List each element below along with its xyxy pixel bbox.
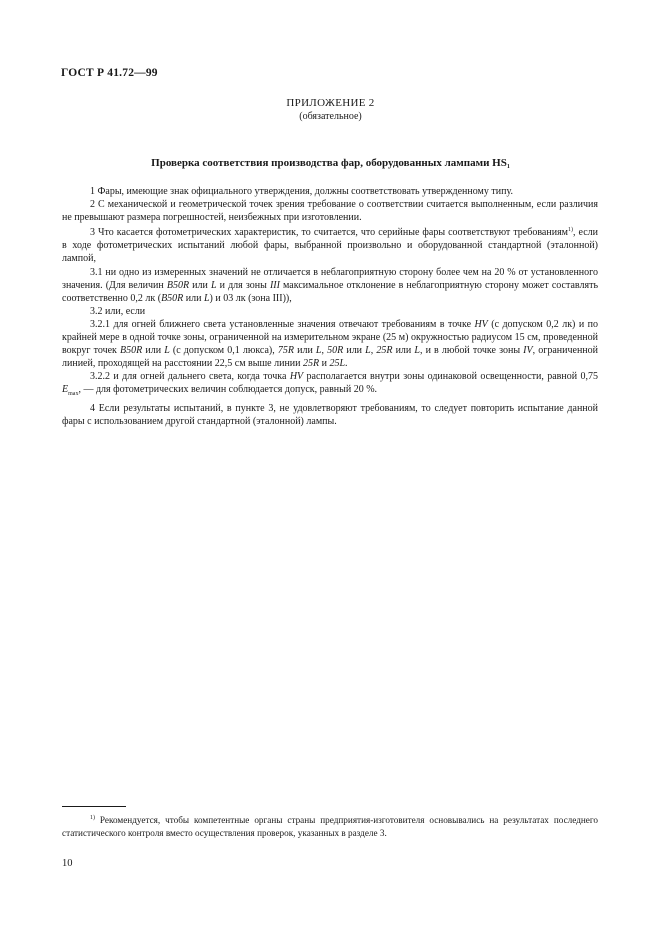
p321-text-i: или [392, 345, 415, 357]
p321-b50r: B50R [120, 345, 143, 357]
section-heading-text: Проверка соответствия производства фар, оборудованных лампами HS [151, 157, 507, 169]
p321-text-k: , ограниченной линией, проходящей на расстоянии 22,5 см выше линии [62, 345, 598, 370]
p321-25r-2: 25R [303, 358, 320, 370]
p321-text-d: (с допуском 0,1 люкса), [169, 345, 278, 357]
paragraph-3-1 [62, 266, 598, 305]
footnote-separator [62, 806, 126, 807]
p321-text-h: , [370, 345, 377, 357]
p321-75r: 75R [277, 345, 294, 357]
p321-hv: HV [474, 318, 488, 330]
p31-text-a: 3.1 ни одно из измеренных значений не отличается в неблагоприятную сторону более чем на 20 % от установленного значения. (Для величин [62, 266, 598, 291]
footnote-ref: 1) [568, 227, 573, 234]
p31-b50r: B50R [166, 279, 190, 291]
paragraph-4: 4 Если результаты испытаний, в пункте 3, не удовлетворяют требованиям, то следует повторить испытание данной фары с использованием другой стандартной (эталонной) лампы. [62, 402, 598, 427]
p31-text-c: и для зоны [216, 279, 270, 291]
p321-text-e: или [293, 345, 316, 357]
paragraph-3 [62, 224, 598, 265]
p31-text-b: или [189, 279, 211, 291]
p31-b50r-2: B50R [161, 292, 184, 304]
p321-l-3: L [365, 345, 371, 357]
p322-text-c: , — для фотометрических величин соблюдается допуск, равный 20 %. [78, 384, 378, 396]
p321-text-j: , и в любой точке зоны [419, 345, 524, 357]
body-text [62, 185, 598, 428]
paragraph-1: 1 Фары, имеющие знак официального утверждения, должны соответствовать утвержденному типу. [90, 186, 513, 197]
p31-l: L [210, 279, 217, 291]
p31-l-2: L [203, 292, 210, 304]
p31-text-e: или [183, 292, 204, 304]
footnote-marker: 1) [90, 815, 95, 821]
p321-text-l: и [319, 358, 330, 370]
p321-text-a: 3.2.1 для огней ближнего света установленные значения отвечают требованиям в точке [90, 318, 475, 330]
p31-iii: III [269, 279, 280, 291]
document-code: ГОСТ Р 41.72—99 [61, 67, 158, 79]
footnote-paragraph [62, 812, 598, 839]
page-number: 10 [62, 858, 73, 869]
paragraph-3-2: 3.2 или, если [90, 305, 146, 317]
p321-text-b: (с допуском 0,2 лк) и по крайней мере в одной точке зоны, ограниченной на измерительном экране (25 м) окружностью радиусом 15 см, проведенной вокруг точек [62, 318, 598, 357]
footnote-text: Рекомендуется, чтобы компетентные органы страны предприятия-изготовителя основывались на результатах последнего статистического контроля вместо осуществления проверок, указанных в разделе 3. [62, 815, 598, 838]
annex-status: (обязательное) [299, 111, 362, 122]
p31-text-f: ) и 03 лк (зона III)), [209, 292, 292, 304]
p321-text-f: , [321, 345, 328, 357]
paragraph-2: 2 С механической и геометрической точек зрения требование о соответствии считается выполненным, если различия не превышают размера погрешностей, неизбежных при изготовлении. [62, 199, 598, 224]
p321-l-2: L [315, 345, 322, 357]
annex-title: ПРИЛОЖЕНИЕ 2 [286, 97, 375, 109]
section-heading-subscript: 1 [506, 164, 510, 170]
paragraph-3-text-a: 3 Что касается фотометрических характеристик, то считается, что серийные фары соответствуют требованиям [90, 227, 568, 239]
p321-l: L [164, 345, 170, 357]
p321-25l: 25L [329, 358, 346, 370]
p321-25r: 25R [376, 345, 393, 357]
p321-text-m: . [345, 358, 348, 370]
paragraph-3-2-1 [62, 318, 598, 370]
p31-text-d: максимальное отклонение в неблагоприятную сторону может составлять соответственно 0,2 лк ( [62, 279, 599, 304]
paragraph-3-2-2 [62, 370, 598, 401]
p322-hv: HV [289, 371, 304, 383]
p322-e: E [62, 384, 69, 396]
p321-text-g: или [343, 345, 366, 357]
p322-e-subscript: max [68, 391, 79, 398]
paragraph-3-text-b: , если в ходе фотометрических испытаний любой фары, выбранной произвольно и оборудованной стандартной (эталонной) лампой, [62, 227, 599, 265]
p321-l-4: L [414, 345, 420, 357]
footnote [62, 812, 598, 839]
p321-50r: 50R [327, 345, 344, 357]
p321-iv: IV [523, 345, 533, 357]
p322-text-a: 3.2.2 и для огней дальнего света, когда точка [90, 371, 290, 383]
p322-text-b: располагается внутри зоны одинаковой освещенности, равной 0,75 [303, 371, 598, 383]
p321-text-c: или [142, 345, 165, 357]
section-heading [0, 157, 661, 170]
